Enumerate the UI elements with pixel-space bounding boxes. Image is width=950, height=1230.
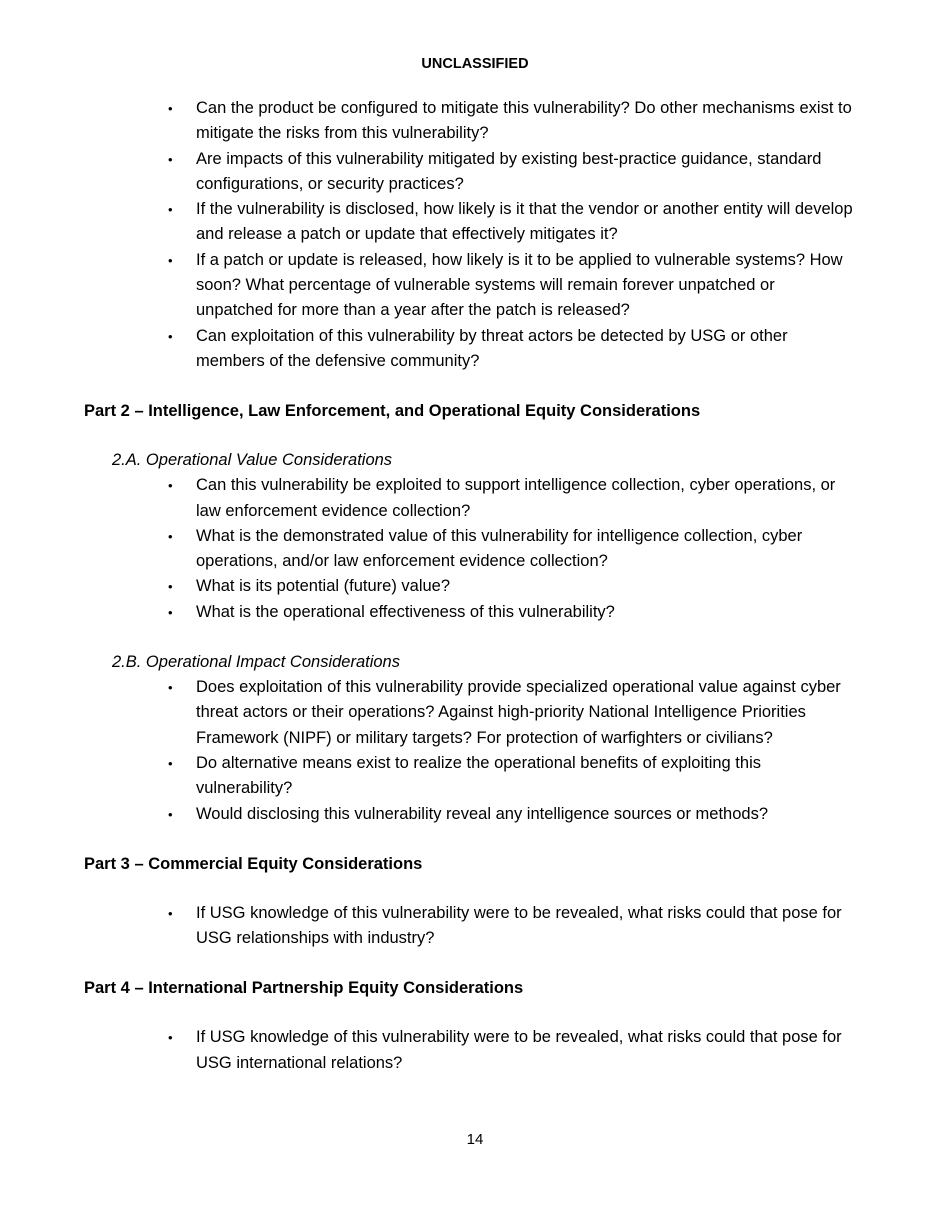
list-item: • What is the operational effectiveness of this vulnerability? xyxy=(196,600,856,625)
page-number: 14 xyxy=(466,1131,484,1148)
list-item: • What is its potential (future) value? xyxy=(196,574,856,599)
list-item: • Does exploitation of this vulnerability provide specialized operational value against cyber threat actors or their operations? Against high-priority National Intelligence Priorities Framework (NIPF) or military targets? For protection of warfighters or civilians? xyxy=(196,675,856,751)
classification-header: UNCLASSIFIED xyxy=(421,56,529,72)
list-item: • Can exploitation of this vulnerability by threat actors be detected by USG or other members of the defensive community? xyxy=(196,324,856,375)
part4-heading: Part 4 – International Partnership Equity Considerations xyxy=(84,979,524,998)
list-item: • Do alternative means exist to realize the operational benefits of exploiting this vulnerability? xyxy=(196,751,856,802)
part3-heading: Part 3 – Commercial Equity Considerations xyxy=(84,854,423,873)
list-item: • Are impacts of this vulnerability mitigated by existing best-practice guidance, standard configurations, or security practices? xyxy=(196,147,856,198)
part1-bullet-list xyxy=(0,96,856,374)
document-body xyxy=(0,96,950,1076)
part4-bullet-list xyxy=(0,1025,856,1076)
list-item: • If a patch or update is released, how likely is it to be applied to vulnerable systems? How soon? What percentage of vulnerable systems will remain forever unpatched or unpatched for more than a year after the patch is released? xyxy=(196,248,856,324)
list-item: • If USG knowledge of this vulnerability were to be revealed, what risks could that pose for USG relationships with industry? xyxy=(196,901,856,952)
list-item: • Can this vulnerability be exploited to support intelligence collection, cyber operations, or law enforcement evidence collection? xyxy=(196,473,856,524)
section-2b-bullet-list xyxy=(0,675,856,827)
list-item: • If USG knowledge of this vulnerability were to be revealed, what risks could that pose for USG international relations? xyxy=(196,1025,856,1076)
section-2a-heading: 2.A. Operational Value Considerations xyxy=(112,451,393,470)
list-item: • If the vulnerability is disclosed, how likely is it that the vendor or another entity will develop and release a patch or update that effectively mitigates it? xyxy=(196,197,856,248)
list-item: • Can the product be configured to mitigate this vulnerability? Do other mechanisms exist to mitigate the risks from this vulnerability? xyxy=(196,96,856,147)
section-2b-heading: 2.B. Operational Impact Considerations xyxy=(112,653,400,672)
part3-bullet-list xyxy=(0,901,856,952)
section-2a-bullet-list xyxy=(0,473,856,625)
part2-heading: Part 2 – Intelligence, Law Enforcement, and Operational Equity Considerations xyxy=(84,402,701,421)
list-item: • What is the demonstrated value of this vulnerability for intelligence collection, cyber operations, and/or law enforcement evidence collection? xyxy=(196,524,856,575)
list-item: • Would disclosing this vulnerability reveal any intelligence sources or methods? xyxy=(196,802,856,827)
